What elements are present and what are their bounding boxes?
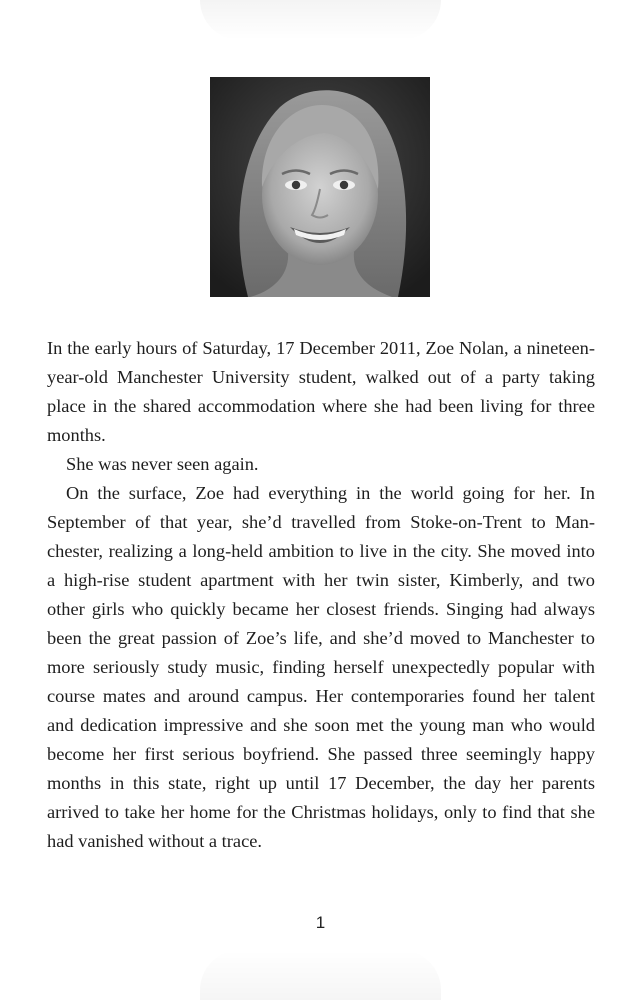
scan-shadow-bottom bbox=[200, 950, 441, 1000]
paragraph-2: She was never seen again. bbox=[66, 454, 259, 474]
chapter-text bbox=[47, 334, 595, 856]
paragraph-3: On the surface, Zoe had everything in the world going for her. In September of that year, she’d travelled from Stoke-on-Trent to Manchester, realizing a long-held ambition to live in the city. She moved into a high-rise student apartment with her twin sister, Kimberly, and two other girls who quickly became her closest friends. Singing had always been the great passion of Zoe’s life, and she’d moved to Manchester to more seriously study music, finding herself unexpectedly popular with course mates and around campus. Her contemporaries found her talent and dedication impressive and she soon met the young man who would become her first serious boyfriend. She passed three seemingly happy months in this state, right up until 17 December, the day her parents arrived to take her home for the Christmas holidays, only to find that she had vanished without a trace. bbox=[47, 483, 595, 851]
scan-shadow-top bbox=[200, 0, 441, 40]
paragraph-1: In the early hours of Saturday, 17 December 2011, Zoe Nolan, a nineteen-year-old Manchester University student, walked out of a party taking place in the shared accommodation where she had been living for three months. bbox=[47, 338, 595, 445]
page-number: 1 bbox=[315, 913, 326, 932]
portrait-illustration bbox=[210, 77, 430, 297]
portrait-photo bbox=[210, 77, 430, 297]
